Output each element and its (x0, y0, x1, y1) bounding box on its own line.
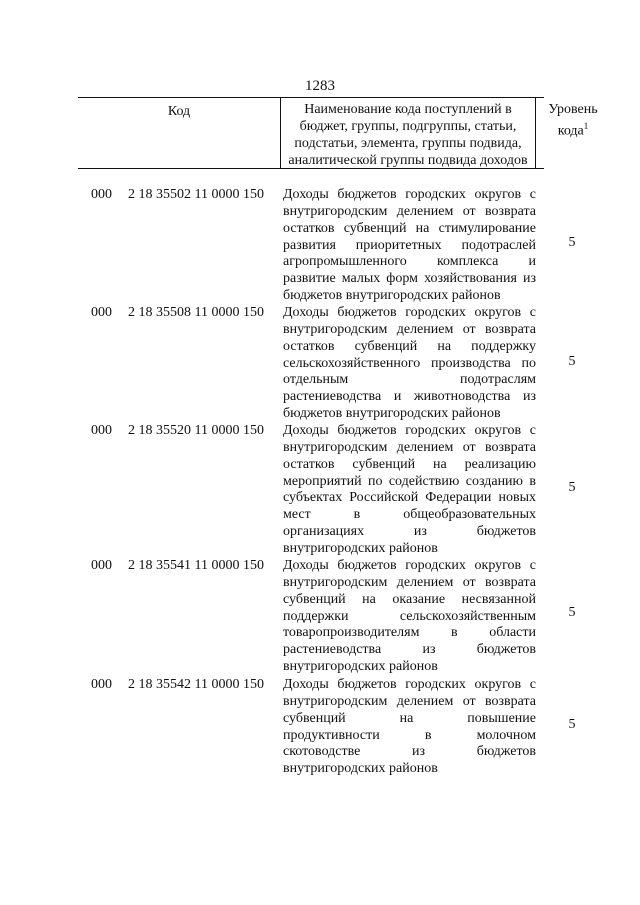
desc-line: Доходы бюджетов городских округов с (283, 558, 536, 573)
level-value: 5 (568, 717, 576, 732)
desc-line: внутригородским делением от возврата (283, 203, 536, 219)
desc-line: внутригородским делением от возврата (283, 574, 536, 590)
desc-line: остатков субвенций на поддержку (283, 338, 536, 354)
revenue-code: 2 18 35520 11 0000 150 (128, 423, 264, 438)
header-name-line: аналитической группы подвида доходов (288, 153, 528, 168)
revenue-description (283, 558, 536, 676)
admin-code: 000 (91, 677, 112, 692)
admin-code: 000 (91, 187, 112, 202)
desc-line: внутригородским делением от возврата (283, 439, 536, 455)
revenue-description (283, 677, 536, 778)
desc-line: внутригородским делением от возврата (283, 693, 536, 709)
header-name-line: бюджет, группы, подгруппы, статьи, (299, 119, 517, 134)
desc-line: субвенций на оказание несвязанной (283, 591, 536, 607)
header-name-line: Наименование кода поступлений в (304, 102, 512, 117)
desc-line: поддержки сельскохозяйственным (283, 608, 536, 624)
desc-line: внутригородских районов (283, 761, 438, 777)
desc-line: внутригородских районов (283, 540, 438, 556)
level-value: 5 (568, 480, 576, 495)
desc-line: растениеводства и животноводства из (283, 389, 536, 405)
header-level-line: Уровень (548, 102, 598, 117)
level-value: 5 (568, 605, 576, 620)
desc-line: Доходы бюджетов городских округов с (283, 305, 536, 320)
page-number: 1283 (305, 78, 335, 94)
desc-line: бюджетов внутригородских районов (283, 406, 501, 422)
header-name (280, 98, 536, 168)
desc-line: Доходы бюджетов городских округов с (283, 677, 536, 692)
admin-code: 000 (91, 305, 112, 320)
desc-line: сельскохозяйственного производства по (283, 355, 536, 371)
desc-line: Доходы бюджетов городских округов с (283, 187, 536, 202)
desc-line: остатков субвенций на реализацию (283, 456, 536, 472)
desc-line: товаропроизводителям в области (283, 625, 536, 641)
desc-line: внутригородским делением от возврата (283, 321, 536, 337)
level-value: 5 (568, 235, 576, 250)
desc-line: отдельным подотраслям (283, 372, 536, 388)
desc-line: развитие малых форм хозяйствования из (283, 271, 536, 287)
desc-line: субвенций на повышение (283, 710, 536, 726)
revenue-description (283, 423, 536, 558)
revenue-code: 2 18 35541 11 0000 150 (128, 558, 264, 573)
revenue-description (283, 305, 536, 423)
desc-line: растениеводства из бюджетов (283, 642, 536, 658)
header-name-line: подстатьи, элемента, группы подвида, (294, 136, 522, 151)
admin-code: 000 (91, 558, 112, 573)
header-code: Код (167, 104, 191, 119)
desc-line: Доходы бюджетов городских округов с (283, 423, 536, 438)
desc-line: скотоводстве из бюджетов (283, 744, 536, 760)
header-level-line: кода$^1$ (557, 121, 589, 139)
footnote-mark: 1 (583, 121, 589, 131)
desc-line: внутригородских районов (283, 659, 438, 675)
desc-line: агропромышленного комплекса и (283, 254, 536, 270)
desc-line: продуктивности в молочном (283, 727, 536, 743)
admin-code: 000 (91, 423, 112, 438)
level-value: 5 (568, 354, 576, 369)
revenue-description (283, 187, 536, 305)
desc-line: мероприятий по содействию созданию в (283, 473, 536, 489)
header-level (537, 101, 609, 140)
revenue-code: 2 18 35508 11 0000 150 (128, 305, 264, 320)
desc-line: субъектах Российской Федерации новых (283, 490, 536, 506)
desc-line: развития приоритетных подотраслей (283, 237, 536, 253)
revenue-code: 2 18 35502 11 0000 150 (128, 187, 264, 202)
table-header (78, 97, 598, 169)
desc-line: остатков субвенций на стимулирование (283, 220, 536, 236)
revenue-code: 2 18 35542 11 0000 150 (128, 677, 264, 692)
desc-line: мест в общеобразовательных (283, 507, 536, 523)
desc-line: бюджетов внутригородских районов (283, 288, 501, 304)
desc-line: организациях из бюджетов (283, 524, 536, 540)
